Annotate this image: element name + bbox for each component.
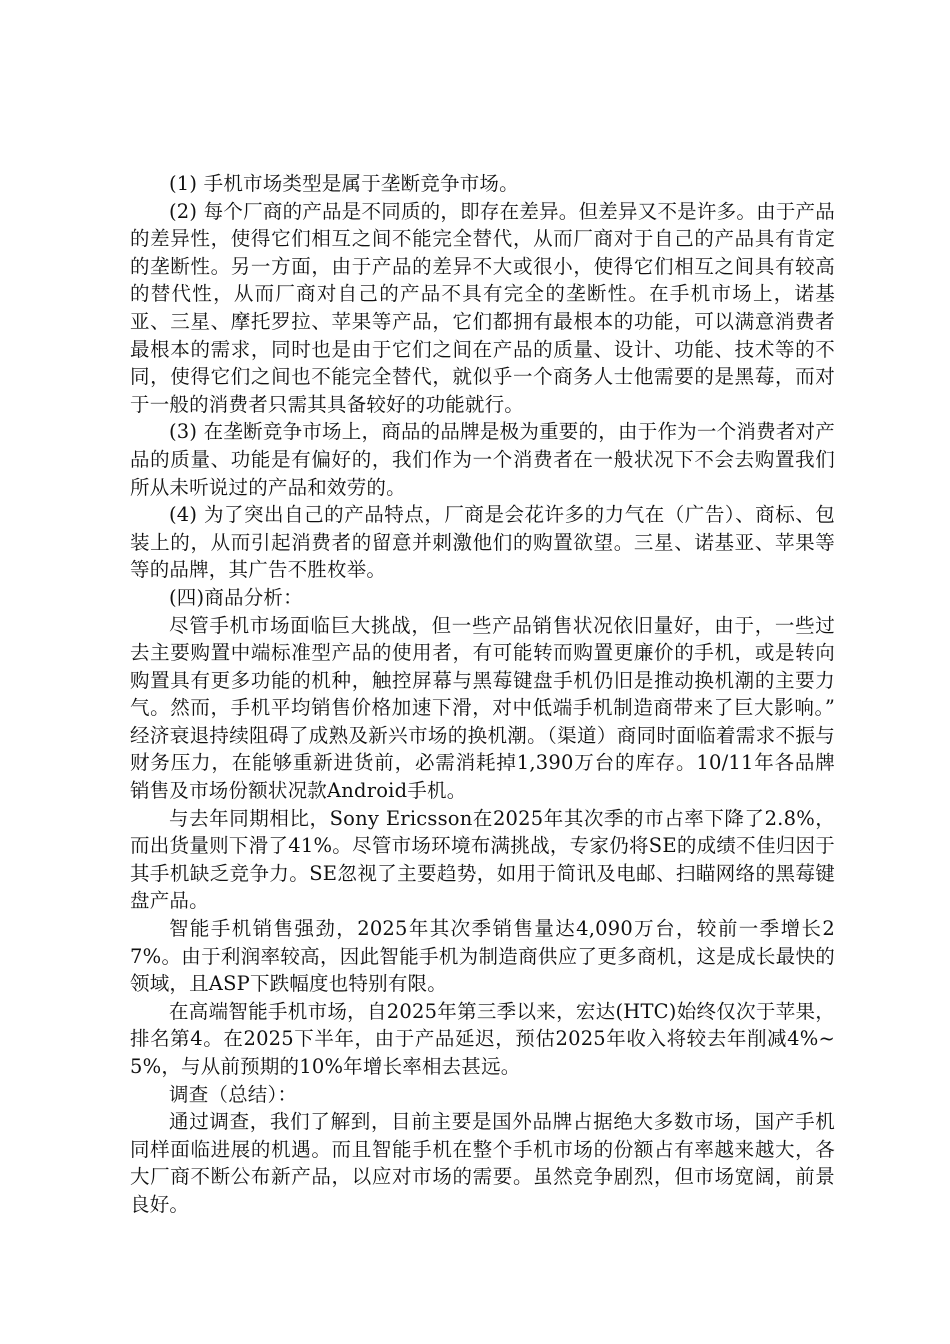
paragraph-brand-importance: (3) 在垄断竞争市场上，商品的品牌是极为重要的，由于作为一个消费者对产品的质量、功能是有偏好的，我们作为一个消费者在一般状况下不会去购置我们所从未听说过的产品和效劳的。 — [130, 420, 835, 499]
paragraph-product-differentiation: (2) 每个厂商的产品是不同质的，即存在差异。但差异又不是许多。由于产品的差异性，使得它们相互之间不能完全替代，从而厂商对于自己的产品具有肯定的垄断性。另一方面，由于产品的差异不大或很小，使得它们相互之间具有较高的替代性，从而厂商对自己的产品不具有完全的垄断性。在手机市场上，诺基亚、三星、摩托罗拉、苹果等产品，它们都拥有最根本的功能，可以满意消费者最根本的需求，同时也是由于它们之间在产品的质量、设计、功能、技术等的不同，使得它们之间也不能完全替代，就似乎一个商务人士他需要的是黑莓，而对于一般的消费者只需其具备较好的功能就行。 — [130, 199, 835, 416]
paragraph-market-type: (1) 手机市场类型是属于垄断竞争市场。 — [169, 172, 519, 195]
paragraph-htc: 在高端智能手机市场，自2025年第三季以来，宏达(HTC)始终仅次于苹果，排名第4。在2025下半年，由于产品延迟，预估2025年收入将较去年削减4%~5%，与从前预期的10%年增长率相去甚远。 — [130, 999, 835, 1078]
document-body — [130, 170, 835, 1219]
section-heading-summary: 调查（总结）： — [169, 1082, 298, 1106]
section-heading-product-analysis: (四)商品分析： — [169, 585, 303, 609]
paragraph-smartphone-sales: 智能手机销售强劲，2025年其次季销售量达4,090万台，较前一季增长27%。由于利润率较高，因此智能手机为制造商供应了更多商机，这是成长最快的领域，且ASP下跌幅度也特别有限。 — [130, 917, 835, 996]
paragraph-market-challenges: 尽管手机市场面临巨大挑战，但一些产品销售状况依旧量好，由于，一些过去主要购置中端标准型产品的使用者，有可能转而购置更廉价的手机，或是转向购置具有更多功能的机种，触控屏幕与黑莓键盘手机仍旧是推动换机潮的主要力气。然而，手机平均销售价格加速下滑，对中低端手机制造商带来了巨大影响。” 经济衰退持续阻碍了成熟及新兴市场的换机潮。（渠道）商同时面临着需求不振与财务压力，在能够重新进货前，必需消耗掉1,390万台的库存。10/11年各品牌销售及市场份额状况款Android手机。 — [130, 613, 835, 803]
paragraph-conclusion: 通过调查，我们了解到，目前主要是国外品牌占据绝大多数市场，国产手机同样面临进展的机遇。而且智能手机在整个手机市场的份额占有率越来越大，各大厂商不断公布新产品，以应对市场的需要。虽然竞争剧烈，但市场宽阔，前景良好。 — [130, 1110, 835, 1216]
paragraph-sony-ericsson: 与去年同期相比，Sony Ericsson在2025年其次季的市占率下降了2.8%，而出货量则下滑了41%。尽管市场环境布满挑战，专家仍将SE的成绩不佳归因于其手机缺乏竞争力。SE忽视了主要趋势，如用于简讯及电邮、扫瞄网络的黑莓键盘产品。 — [130, 806, 835, 913]
paragraph-advertising: (4) 为了突出自己的产品特点，厂商是会花许多的力气在（广告）、商标、包装上的，从而引起消费者的留意并刺激他们的购置欲望。三星、诺基亚、苹果等等的品牌，其广告不胜枚举。 — [130, 503, 835, 582]
